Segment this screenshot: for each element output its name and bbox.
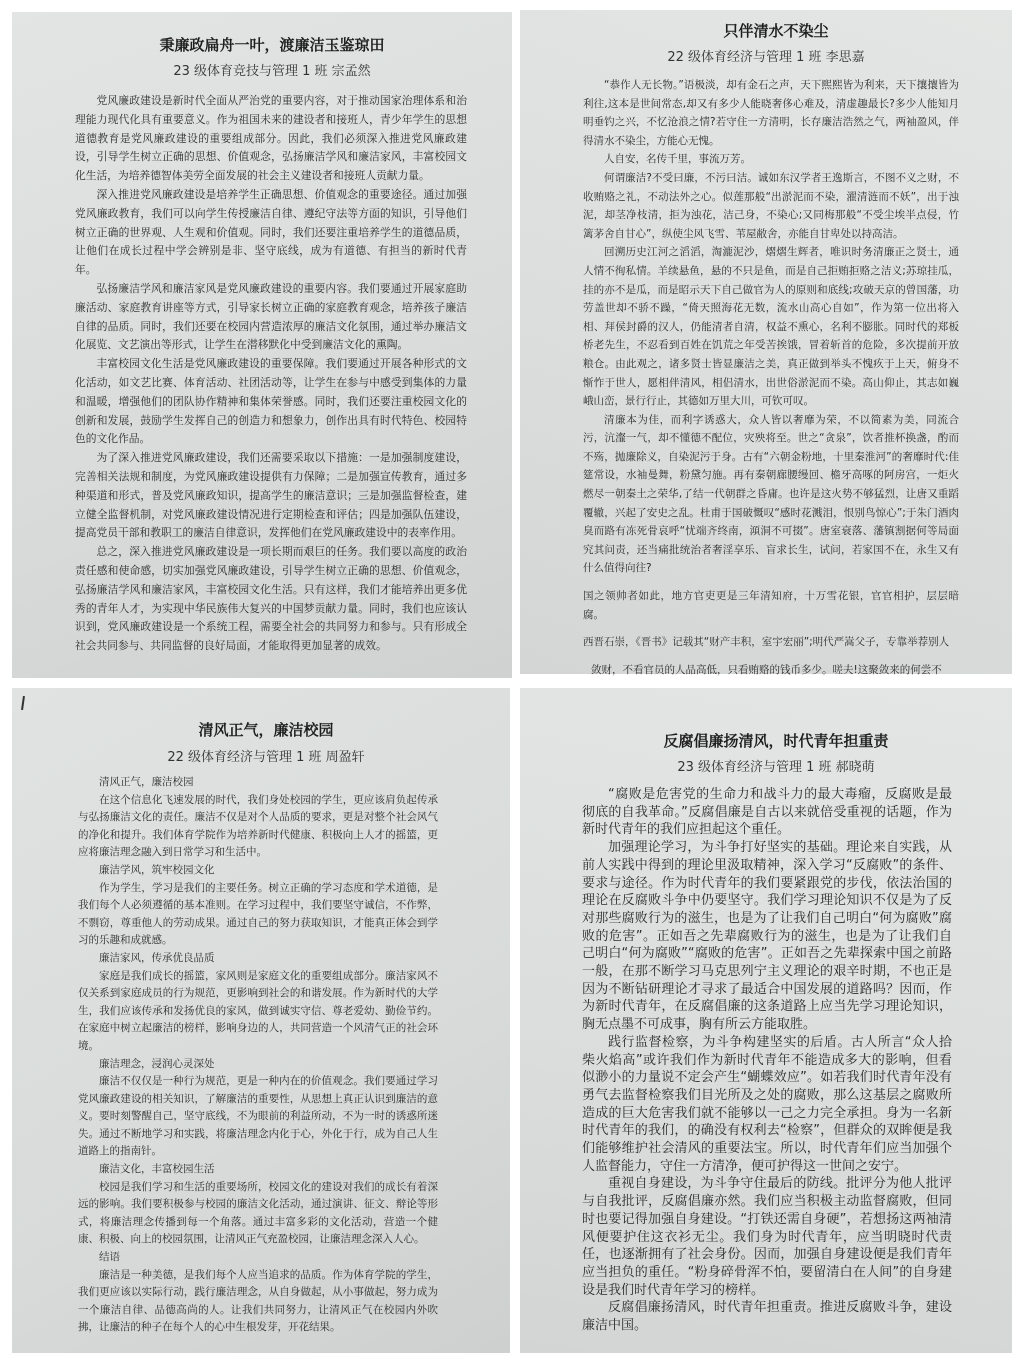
paragraph: 践行监督检察，为斗争构建坚实的后盾。古人所言“众人拾柴火焰高”或许我们作为新时代青年不能造成多大的影响，但看似渺小的力量说不定会产生“蝴蝶效应”。如若我们时代青年没有勇气去监督检察我们目光所及之处的腐败，那么这基层之腐败所造成的巨大危害我们就不能够以一己之力完全承担。身为一名新时代青年的我们，的确没有权利去“检察”，但群众的双眸便是我们能够维护社会清风的重要法宝。所以，时代青年们应当加强个人监督能力，守住一方清净，便可护得这一世间之安宁。 [582, 1034, 952, 1174]
paragraph: 清风正气，廉洁校园 [99, 776, 194, 788]
paragraph: 作为学生，学习是我们的主要任务。树立正确的学习态度和学术道德，是我们每个人必须遵循的基本准则。在学习过程中，我们要坚守诚信，不作弊，不剽窃，尊重他人的劳动成果。通过自己的努力获取知识，才能真正体会到学习的乐趣和成就感。 [78, 881, 438, 947]
paragraph: 廉洁不仅仅是一种行为规范，更是一种内在的价值观念。我们要通过学习党风廉政建设的相关知识，了解廉洁的重要性，从思想上真正认识到廉洁的意义。要时刻警醒自己，坚守底线，不为眼前的利益所动，不为一时的诱惑所迷失。通过不断地学习和实践，将廉洁理念内化于心，外化于行，成为自己人生道路上的指南针。 [78, 1075, 438, 1158]
essay-title: 只伴清水不染尘 [723, 22, 829, 40]
paragraph: 廉洁学风，筑牢校园文化 [99, 863, 215, 876]
pen-mark [21, 696, 25, 710]
paragraph: 为了深入推进党风廉政建设，我们还需要采取以下措施：一是加强制度建设，完善相关法规和制度，为党风廉政建设提供有力保障；二是加强宣传教育，通过多种渠道和形式，普及党风廉政知识，提高学生的廉洁意识；三是加强监督检查，建立健全监督机制，对党风廉政建设情况进行定期检查和评估；四是加强队伍建设，提高党员干部和教职工的廉洁自律意识，发挥他们在党风廉政建设中的表率作用。 [75, 451, 467, 540]
paragraph: 回溯历史江河之滔滔，淘漉泥沙，熠熠生辉者，唯识时务清廉正之贤士，通人情不徇私情。羊续悬鱼，悬的不只是鱼，而是自己拒贿拒赂之洁义;苏琼挂瓜，挂的亦不是瓜，而是昭示天下自己做官为人的原则和底线;攻破天京的曾国藩，功劳盖世却不骄不躁，“倚天照海花无数，流水山高心自如”，作为第一位出将入相、拜侯封爵的汉人，仍能清者自清，权益不熏心，名利不膨胀。同时代的郑板桥老先生，不忍看到百姓在饥荒之年受苦挨饿，冒着斩首的危险，多次提前开放粮仓。由此观之，诸多贤士皆显廉洁之美，真正做到举头不愧疚于上天，俯身不惭怍于世人，愿相伴清风，相侣清水，出世俗淤泥而不染。高山仰止，其志如巍峨山峦，景行行止，其德如万里大川，可钦可叹。 [583, 246, 959, 408]
essay-author: 23 级体育竞技与管理 1 班 宗孟然 [173, 64, 371, 79]
essay-title: 反腐倡廉扬清风，时代青年担重责 [663, 732, 889, 750]
paragraph: “恭作人无长物。”语极淡，却有金石之声，天下熙熙皆为利来，天下攘攘皆为利往,这本是世间常态,却又有多少人能晓奢侈心难及，清虚趣最长?多少人能知月明垂钓之兴，不忆沧浪之情?若守住一方清明，长存廉洁浩然之气，两袖盈风，伴得清水不染尘，方能心无愧。 [583, 79, 959, 147]
paragraph: 反腐倡廉扬清风，时代青年担重责。推进反腐败斗争，建设廉洁中国。 [582, 1300, 952, 1334]
essay-page-4 [520, 688, 1012, 1353]
essay-body [75, 92, 467, 656]
paragraph-line: 西晋石崇，《晋书》记载其“财产丰积，室宇宏丽”;明代严嵩父子，专靠举荐别人 [583, 636, 950, 649]
paragraph: 廉洁是一种美德，是我们每个人应当追求的品质。作为体育学院的学生，我们更应该以实际行动，践行廉洁理念，从自身做起，从小事做起，努力成为一个廉洁自律、品德高尚的人。让我们共同努力，让清风正气在校园内外吹拂，让廉洁的种子在每个人的心中生根发芽，开花结果。 [78, 1268, 438, 1334]
essay-author: 23 级体育经济与管理 1 班 郝晓萌 [677, 760, 875, 775]
paragraph: 廉洁文化，丰富校园生活 [99, 1163, 215, 1176]
paragraph: 加强理论学习，为斗争打好坚实的基础。理论来自实践，从前人实践中得到的理论里汲取精神，深入学习“反腐败”的条件、要求与途径。作为时代青年的我们要紧跟党的步伐，依法治国的理论在反腐败斗争中仍要坚守。我们学习理论知识不仅是为了反对那些腐败行为的滋生，也是为了让我们自己明白“何为腐败”腐败的危害”。正如吾之先辈腐败行为的滋生，也是为了让我们自己明白“何为腐败”“腐败的危害”。正如吾之先辈探索中国之前路一般，在那不断学习马克思列宁主义理论的艰辛时期，不也正是因为不断钻研理论才寻求了最适合中国发展的道路吗？因而，作为新时代青年，在反腐倡廉的这条道路上应当先学习理论知识，胸无点墨不可成事，胸有所云方能取胜。 [582, 840, 952, 1033]
essay-body [582, 786, 952, 1335]
essay-page-3 [12, 688, 510, 1353]
paragraph: 重视自身建设，为斗争守住最后的防线。批评分为他人批评与自我批评，反腐倡廉亦然。我们应当积极主动监督腐败，但同时也要记得加强自身建设。“打铁还需自身硬”，若想扬这两袖清风便要护住这衣衫无尘。我们身为时代青年，应当明晓时代责任，也逐渐拥有了社会身份。因而，加强自身建设便是我们青年应当担负的重任。“粉身碎骨浑不怕，要留清白在人间”的自身建设是我们时代青年学习的榜样。 [582, 1176, 952, 1298]
paragraph-line: 国之领帅者如此，地方官吏更是三年清知府，十万雪花银，官官相护，层层暗腐。 [583, 590, 959, 621]
paragraph: 家庭是我们成长的摇篮，家风则是家庭文化的重要组成部分。廉洁家风不仅关系到家庭成员的行为规范，更影响到社会的和谐发展。作为新时代的大学生，我们应该传承和发扬优良的家风，做到诚实守信、尊老爱幼、勤俭节约。在家庭中树立起廉洁的榜样，影响身边的人，共同营造一个风清气正的社会环境。 [78, 969, 438, 1052]
paragraph: 深入推进党风廉政建设是培养学生正确思想、价值观念的重要途径。通过加强党风廉政教育，我们可以向学生传授廉洁自律、遵纪守法等方面的知识，引导他们树立正确的世界观、人生观和价值观。同时，我们还要注重培养学生的道德品质，让他们在成长过程中学会辨别是非、坚守底线，成为有道德、有担当的新时代青年。 [75, 187, 467, 277]
paragraph: 人自安，名传千里，事流万芳。 [604, 153, 751, 166]
essay-title: 清风正气，廉洁校园 [198, 721, 334, 739]
paragraph: 结语 [99, 1251, 120, 1264]
paragraph: 丰富校园文化生活是党风廉政建设的重要保障。我们要通过开展各种形式的文化活动，如文艺比赛、体育活动、社团活动等，让学生在参与中感受到集体的力量和温暖，增强他们的团队协作精神和集体荣誉感。同时，我们还要注重校园文化的创新和发展，鼓励学生发挥自己的创造力和想象力，创作出具有时代特色、校园特色的文化作品。 [75, 357, 467, 446]
essay-author: 22 级体育经济与管理 1 班 周盈轩 [167, 750, 365, 765]
essay-body [78, 774, 438, 1337]
essay-title: 秉廉政扁舟一叶，渡廉洁玉鉴琼田 [159, 36, 385, 54]
paragraph: 党风廉政建设是新时代全面从严治党的重要内容，对于推动国家治理体系和治理能力现代化具有重要意义。作为祖国未来的建设者和接班人，青少年学生的思想道德教育是党风廉政建设的重要组成部分。因此，我们必须深入推进党风廉政建设，引导学生树立正确的思想、价值观念，弘扬廉洁学风和廉洁家风，丰富校园文化生活，为培养德智体美劳全面发展的社会主义建设者和接班人贡献力量。 [75, 94, 467, 183]
paragraph: 在这个信息化飞速发展的时代，我们身处校园的学生，更应该肩负起传承与弘扬廉洁文化的责任。廉洁不仅是对个人品质的要求，更是对整个社会风气的净化和提升。我们体育学院作为培养新时代健康、积极向上人才的摇篮，更应将廉洁理念融入到日常学习和生活中。 [78, 793, 438, 859]
essay-page-1 [12, 12, 512, 678]
paragraph: “腐败是危害党的生命力和战斗力的最大毒瘤，反腐败是最彻底的自我革命。”反腐倡廉是自古以来就倍受重视的话题，作为新时代青年的我们应担起这个重任。 [582, 787, 952, 838]
paragraph: 校园是我们学习和生活的重要场所，校园文化的建设对我们的成长有着深远的影响。我们要积极参与校园的廉洁文化活动，通过演讲、征文、辩论等形式，将廉洁理念传播到每一个角落。通过丰富多彩的文化活动，营造一个健康、积极、向上的校园氛围，让清风正气充盈校园，让廉洁理念深入人心。 [78, 1180, 438, 1246]
paragraph: 弘扬廉洁学风和廉洁家风是党风廉政建设的重要内容。我们要通过开展家庭助廉活动、家庭教育讲座等方式，引导家长树立正确的家庭教育观念，培养孩子廉洁自律的品质。同时，我们还要在校园内营造浓厚的廉洁文化氛围，通过举办廉洁文化展览、文艺演出等形式，让学生在潜移默化中受到廉洁文化的熏陶。 [75, 281, 467, 352]
essay-body [583, 76, 959, 679]
paragraph: 廉洁理念，浸润心灵深处 [99, 1057, 215, 1070]
paragraph: 廉洁家风，传承优良品质 [99, 951, 215, 964]
paragraph: 总之，深入推进党风廉政建设是一项长期而艰巨的任务。我们要以高度的政治责任感和使命感，切实加强党风廉政建设，引导学生树立正确的思想、价值观念，弘扬廉洁学风和廉洁家风，丰富校园文化生活。只有这样，我们才能培养出更多优秀的青年人才，为实现中华民族伟大复兴的中国梦贡献力量。同时，我们也应该认识到，党风廉政建设是一个系统工程，需要全社会的共同努力和参与。只有形成全社会共同参与、共同监督的良好局面，才能取得更加显著的成效。 [75, 545, 467, 653]
paragraph: 何谓廉洁?不受曰廉，不污曰洁。诚如东汉学者王逸斯言，不图不义之财，不收贿赂之礼，不动法外之心。似莲那般“出淤泥而不染，濯清涟而不妖”，出于浊泥，却茎净枝清，拒为浊花，洁己身，不染心;又同梅那般“不受尘埃半点侵，竹篱茅舍自甘心”，纵使尘风飞雪、苇屋敝舍，亦能自甘卑处以持高洁。 [583, 171, 959, 240]
essay-page-2 [520, 10, 1012, 674]
paragraph: 清廉本为佳，而利字诱惑大，众人皆以奢靡为荣，不以简素为美，同流合污，沆瀣一气，却不懂德不配位，灾殃将至。世之“贪泉”，饮者推杯换盏，酌而不殇，抛廉除义，自染泥污于身。古有“六朝金粉地，十里秦淮河”的奢靡时代:佳筵常设，水袖曼舞，粉黛匀施。再有秦朝廊腰缦回、檐牙高啄的阿房宫，一炬火燃尽一朝秦土之荣华,了结一代朝群之昏庸。也许是这火势不够猛烈，让唐又重蹈覆辙，兴起了安史之乱。杜甫于国破慨叹“感时花溅泪，恨别鸟惊心”;于朱门酒肉臭而路有冻死骨哀呼“忧端齐终南，澒洞不可掇”。唐室衰落、藩镇割据何等局面究其问责，还当痛批统治者奢淫享乐、盲求长生，试问，若家国不在，永生又有什么值得向往? [583, 413, 959, 575]
paragraph-line: 敛财，不看官员的人品高低，只看贿赂的钱币多少。嗟夫!这聚敛来的何尝不 [591, 663, 942, 676]
essay-author: 22 级体育经济与管理 1 班 李思嘉 [667, 50, 865, 65]
